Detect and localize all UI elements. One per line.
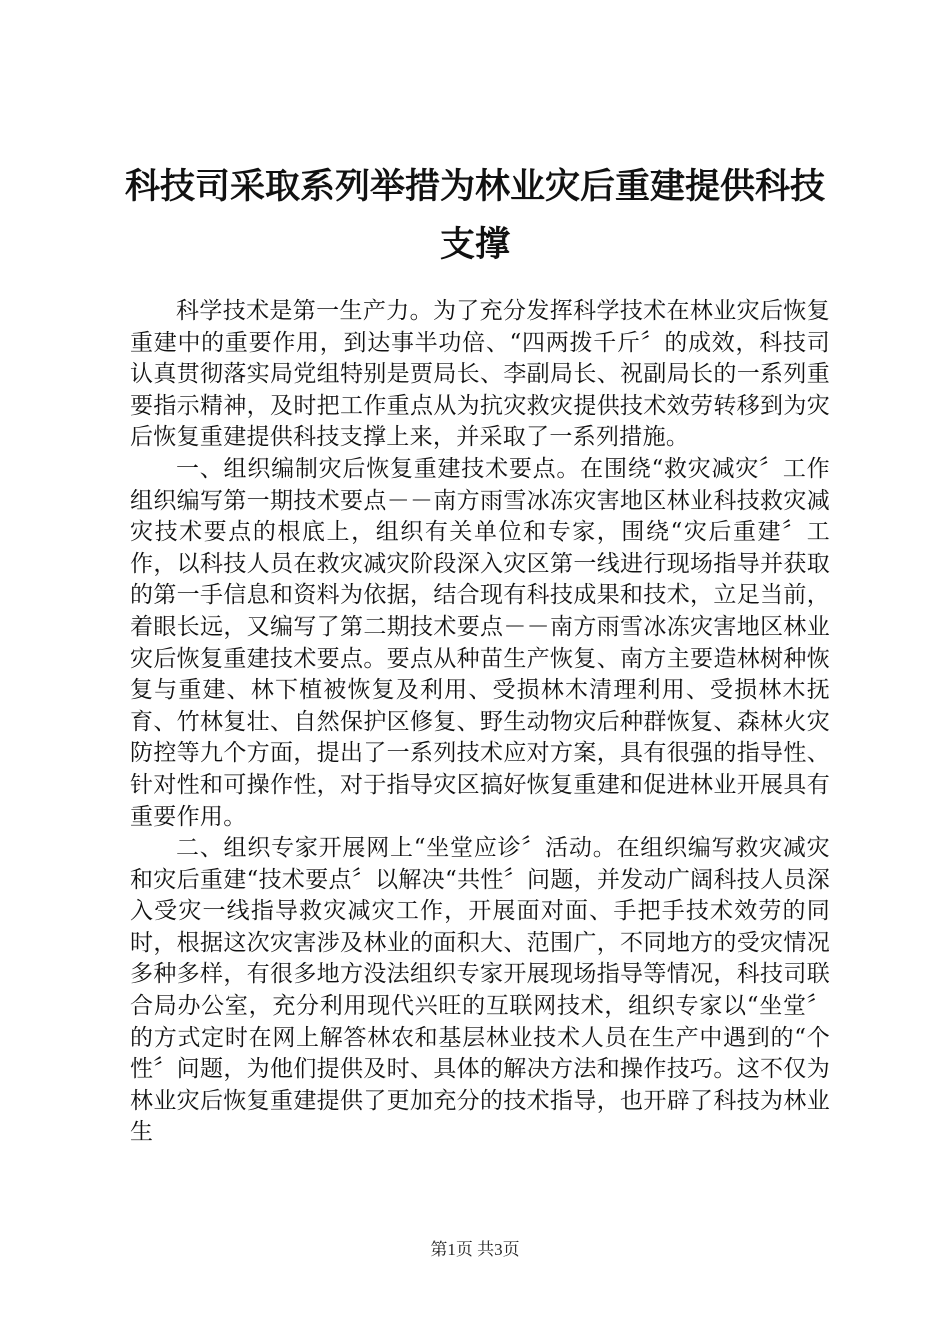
- document-title: 科技司采取系列举措为林业灾后重建提供科技支撑: [124, 167, 825, 265]
- document-body: [130, 296, 830, 1149]
- page-number-footer: 第1页 共3页: [430, 1240, 520, 1259]
- paragraph-section-2: 二、组织专家开展网上“坐堂应诊〞活动。在组织编写救灾减灾和灾后重建“技术要点〞以解决“共性〞问题，并发动广阔科技人员深入受灾一线指导救灾减灾工作，开展面对面、手把手技术效劳的同时，根据这次灾害涉及林业的面积大、范围广，不同地方的受灾情况多种多样，有很多地方没法组织专家开展现场指导等情况，科技司联合局办公室，充分利用现代兴旺的互联网技术，组织专家以“坐堂〞的方式定时在网上解答林农和基层林业技术人员在生产中遇到的“个性〞问题，为他们提供及时、具体的解决方法和操作技巧。这不仅为林业灾后恢复重建提供了更加充分的技术指导，也开辟了科技为林业生: [130, 835, 830, 1146]
- paragraph-intro: 科学技术是第一生产力。为了充分发挥科学技术在林业灾后恢复重建中的重要作用，到达事半功倍、“四两拨千斤〞的成效，科技司认真贯彻落实局党组特别是贾局长、李副局长、祝副局长的一系列重要指示精神，及时把工作重点从为抗灾救灾提供技术效劳转移到为灾后恢复重建提供科技支撑上来，并采取了一系列措施。: [130, 298, 830, 451]
- paragraph-section-1: 一、组织编制灾后恢复重建技术要点。在围绕“救灾减灾〞工作组织编写第一期技术要点－－南方雨雪冰冻灾害地区林业科技救灾减灾技术要点的根底上，组织有关单位和专家，围绕“灾后重建〞工作，以科技人员在救灾减灾阶段深入灾区第一线进行现场指导并获取的第一手信息和资料为依据，结合现有科技成果和技术，立足当前，着眼长远，又编写了第二期技术要点－－南方雨雪冰冻灾害地区林业灾后恢复重建技术要点。要点从种苗生产恢复、南方主要造林树种恢复与重建、林下植被恢复及利用、受损林木清理利用、受损林木抚育、竹林复壮、自然保护区修复、野生动物灾后种群恢复、森林火灾防控等九个方面，提出了一系列技术应对方案，具有很强的指导性、针对性和可操作性，对于指导灾区搞好恢复重建和促进林业开展具有重要作用。: [130, 455, 830, 830]
